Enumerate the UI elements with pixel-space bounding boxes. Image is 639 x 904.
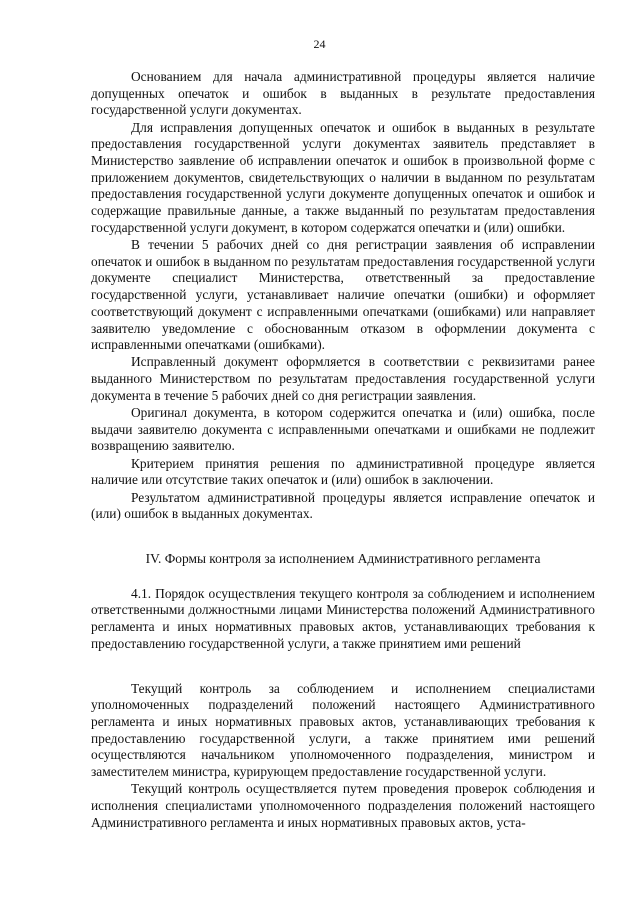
document-body: [91, 69, 595, 832]
section-title: IV. Формы контроля за исполнением Административного регламента: [145, 550, 541, 566]
paragraph: Оригинал документа, в котором содержится опечатка и (или) ошибка, после выдачи заявителю документа с исправленными опечатками и ошибками не подлежит возвращению заявителю.: [91, 405, 595, 454]
paragraph: Для исправления допущенных опечаток и ошибок в выданных в результате предоставления государственной услуги документах заявитель представляет в Министерство заявление об исправлении опечаток и ошибок в произвольной форме с приложением документов, свидетельствующих о наличии в выданном по результатам предоставления государственной услуги документе допущенных опечаток и ошибок и содержащие правильные данные, а также выданный по результатам предоставления государственной услуги документ, в котором содержатся опечатки и (или) ошибки.: [91, 119, 595, 235]
paragraph: В течении 5 рабочих дней со дня регистрации заявления об исправлении опечаток и ошибок в выданном по результатам предоставления государственной услуги документе специалист Министерства, ответственный за предоставление государственной услуги, устанавливает наличие опечатки (ошибки) и оформляет соответствующий документ с исправленными опечатками (ошибками) или направляет заявителю уведомление с обоснованным отказом в оформлении документа с исправленными опечатками (ошибками).: [91, 237, 595, 353]
paragraph: Основанием для начала административной процедуры является наличие допущенных опечаток и ошибок в выданных в результате предоставления государственной услуги документах.: [91, 69, 595, 118]
paragraph: Критерием принятия решения по административной процедуре является наличие или отсутствие таких опечаток и (или) ошибок в заключении.: [91, 455, 595, 488]
paragraph: Результатом административной процедуры является исправление опечаток и (или) ошибок в выданных документах.: [91, 489, 595, 522]
paragraph: Текущий контроль осуществляется путем проведения проверок соблюдения и исполнения специалистами уполномоченного подразделения положений настоящего Административного регламента и иных нормативных правовых актов, уста-: [91, 781, 595, 830]
paragraph: Текущий контроль за соблюдением и исполнением специалистами уполномоченных подразделений положений настоящего Административного регламента и иных нормативных правовых актов, устанавливающих требования к предоставлению государственной услуги, а также принятием ими решений осуществляются начальником уполномоченного подразделения, министром и заместителем министра, курирующем предоставление государственной услуги.: [91, 680, 595, 780]
paragraph: Исправленный документ оформляется в соответствии с реквизитами ранее выданного Министерством по результатам предоставления государственной услуги документа в течение 5 рабочих дней со дня регистрации заявления.: [91, 354, 595, 403]
subsection-title: 4.1. Порядок осуществления текущего контроля за соблюдением и исполнением ответственными должностными лицами Министерства положений Административного регламента и иных нормативных правовых актов, устанавливающих требования к предоставлению государственной услуги, а также принятием ими решений: [91, 585, 595, 651]
page-number: 24: [313, 37, 326, 51]
